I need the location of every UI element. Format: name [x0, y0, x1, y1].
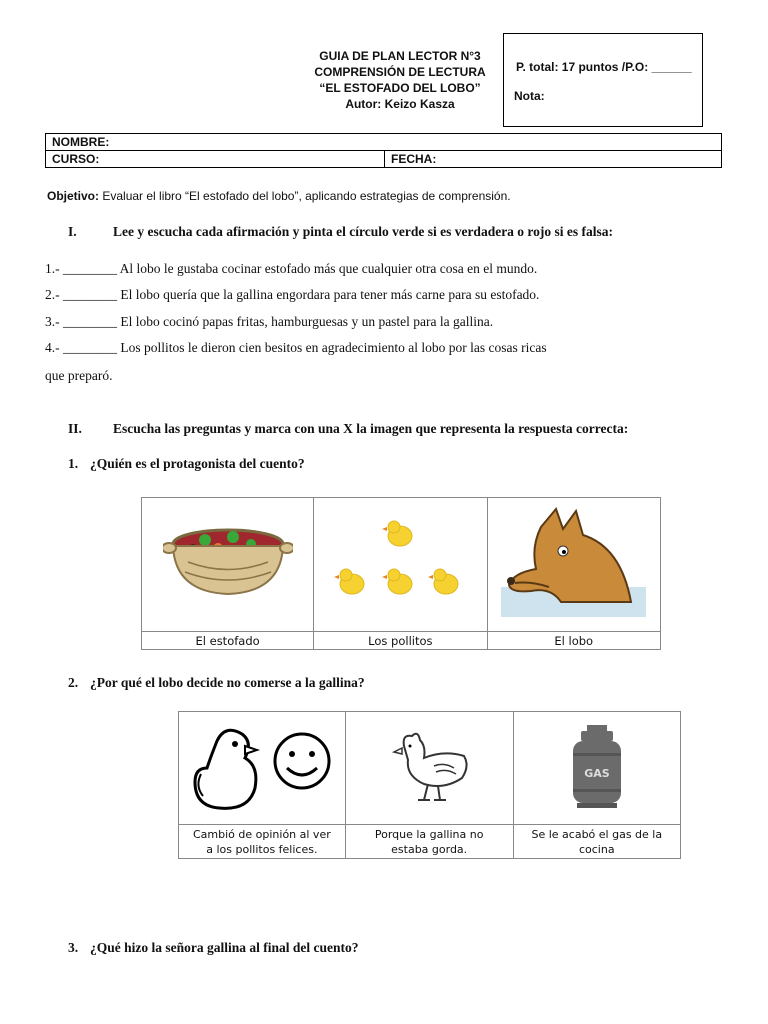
- statement-4: 4.- ________ Los pollitos le dieron cien besitos en agradecimiento al lobo por las cosas ricas: [45, 340, 547, 355]
- question-1-text: ¿Quién es el protagonista del cuento?: [90, 456, 305, 471]
- statement-2: 2.- ________ El lobo quería que la gallina engordara para tener más carne para su estofado.: [45, 287, 540, 302]
- option-stew-caption: El estofado: [142, 632, 314, 650]
- option-stew-image[interactable]: [142, 498, 314, 632]
- option-gas-image[interactable]: [513, 712, 680, 825]
- title-line-3: “EL ESTOFADO DEL LOBO”: [319, 81, 481, 95]
- section1-instruction: Lee y escucha cada afirmación y pinta el círculo verde si es verdadera o rojo si es falsa:: [113, 224, 614, 239]
- option-chicks-image[interactable]: [314, 498, 487, 632]
- question-2-number: 2.: [68, 675, 79, 690]
- option-gas-caption: [513, 825, 680, 859]
- caption-line-2: a los pollitos felices.: [206, 842, 318, 856]
- statement-4-continued: que preparó.: [45, 368, 113, 383]
- question-2-options: [178, 711, 681, 859]
- option-wolf-caption: El lobo: [487, 632, 660, 650]
- question-2-text: ¿Por qué el lobo decide no comerse a la gallina?: [90, 675, 365, 690]
- score-label: P. total: 17 puntos /P.O: ______: [516, 60, 692, 74]
- title-line-1: GUIA DE PLAN LECTOR N°3: [319, 49, 481, 63]
- option-happy-chick-image[interactable]: [179, 712, 346, 825]
- worksheet-title: [300, 48, 500, 112]
- section2-instruction: Escucha las preguntas y marca con una X la imagen que representa la respuesta correcta:: [113, 421, 629, 436]
- caption-line-1: Cambió de opinión al ver: [193, 827, 331, 841]
- statement-3: 3.- ________ El lobo cocinó papas fritas, hamburguesas y un pastel para la gallina.: [45, 314, 494, 329]
- option-wolf-image[interactable]: [487, 498, 660, 632]
- name-field[interactable]: NOMBRE:: [46, 134, 722, 151]
- statement-1: 1.- ________ Al lobo le gustaba cocinar estofado más que cualquier otra cosa en el mundo.: [45, 261, 538, 276]
- section1-numeral: I.: [68, 224, 77, 239]
- caption-line-2: cocina: [578, 842, 615, 856]
- hen-icon: [384, 726, 474, 806]
- question-1-options: [141, 497, 661, 650]
- gas-tank-icon: [567, 723, 627, 809]
- student-info-table: [45, 133, 722, 168]
- objective: [47, 189, 511, 203]
- option-happy-chick-caption: [179, 825, 346, 859]
- question-1-number: 1.: [68, 456, 79, 471]
- objective-label: Objetivo:: [47, 189, 100, 203]
- title-author: Autor: Keizo Kasza: [345, 97, 455, 111]
- grade-label: Nota:: [514, 89, 545, 103]
- question-3-number: 3.: [68, 940, 79, 955]
- happy-chick-icon: [187, 716, 337, 816]
- option-hen-image[interactable]: [345, 712, 513, 825]
- course-field[interactable]: CURSO:: [46, 151, 385, 168]
- caption-line-1: Porque la gallina no: [374, 827, 484, 841]
- option-chicks-caption: Los pollitos: [314, 632, 487, 650]
- title-line-2: COMPRENSIÓN DE LECTURA: [314, 65, 486, 79]
- stew-bowl-icon: [163, 522, 293, 602]
- option-hen-caption: [345, 825, 513, 859]
- score-box: [503, 33, 703, 127]
- caption-line-1: Se le acabó el gas de la: [531, 827, 663, 841]
- wolf-icon: [501, 507, 646, 617]
- chicks-icon: [330, 512, 470, 612]
- gas-label: GAS: [584, 766, 610, 780]
- question-3-text: ¿Qué hizo la señora gallina al final del cuento?: [90, 940, 359, 955]
- date-field[interactable]: FECHA:: [385, 151, 722, 168]
- section2-numeral: II.: [68, 421, 82, 436]
- objective-text: Evaluar el libro “El estofado del lobo”, aplicando estrategias de comprensión.: [99, 189, 511, 203]
- caption-line-2: estaba gorda.: [391, 842, 468, 856]
